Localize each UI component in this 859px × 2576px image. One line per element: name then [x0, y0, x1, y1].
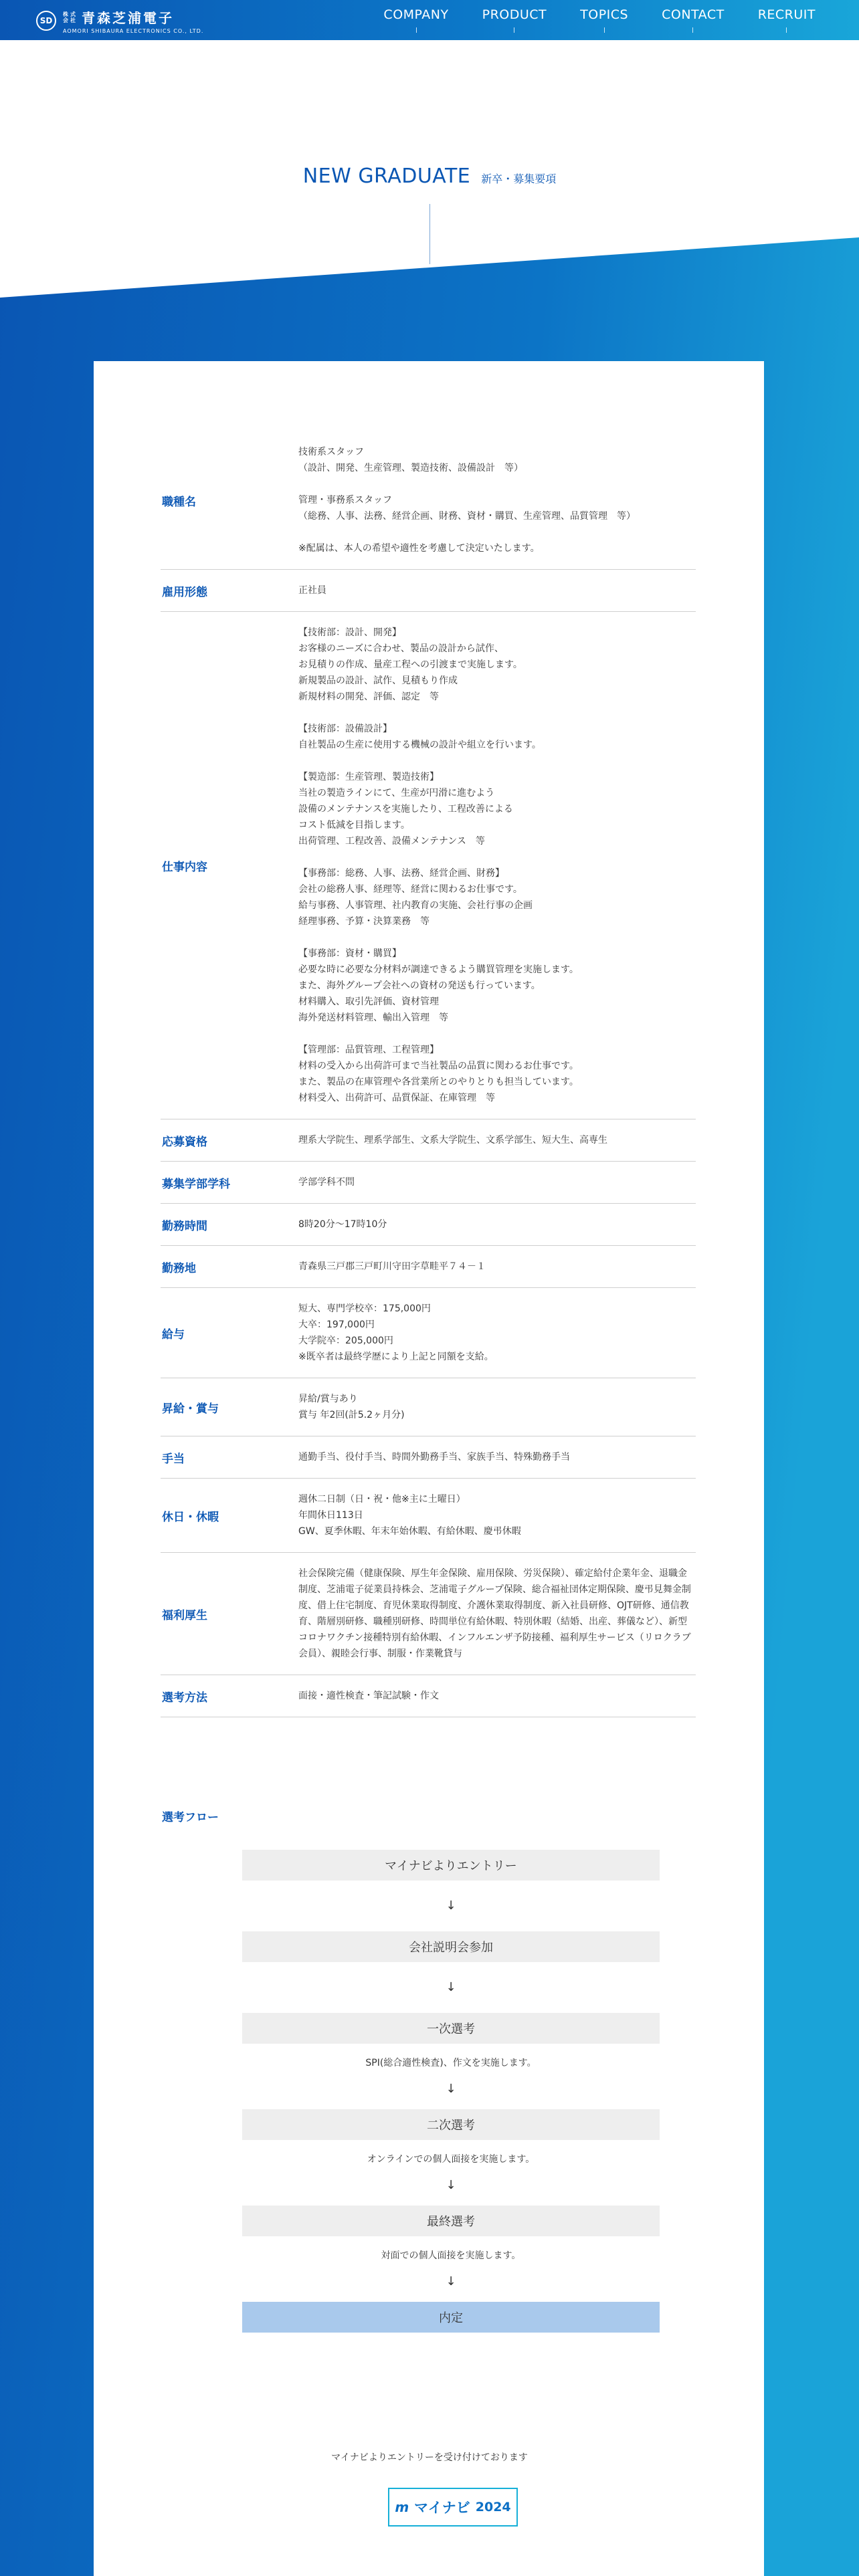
row-value: 技術系スタッフ （設計、開発、生産管理、製造技術、設備設計 等） 管理・事務系スタッフ （総務、人事、法務、経営企画、財務、資材・購買、生産管理、品質管理 等） ※配属は、本人の希望や適性を考慮して決定いたします。 — [298, 447, 636, 554]
row-value: 学部学科不問 — [298, 1177, 355, 1188]
row-value: 青森県三戸郡三戸町川守田字草畦平７４－１ — [298, 1261, 486, 1272]
row-label: 募集学部学科 — [162, 1177, 230, 1191]
down-arrow-icon: ↓ — [446, 1899, 456, 1913]
page-title — [0, 165, 859, 188]
table-row — [161, 1288, 696, 1378]
company-logo[interactable] — [36, 6, 203, 35]
row-label: 福利厚生 — [162, 1608, 207, 1622]
table-row — [161, 1119, 696, 1162]
mynavi-label: マイナビ — [414, 2500, 470, 2516]
mynavi-logo-icon: m — [395, 2499, 409, 2515]
table-row — [161, 1162, 696, 1204]
main-nav — [367, 0, 832, 40]
table-row — [161, 1675, 696, 1717]
table-row — [161, 612, 696, 1119]
row-label: 休日・休暇 — [162, 1510, 219, 1524]
row-label: 手当 — [162, 1452, 185, 1466]
table-row — [161, 1378, 696, 1436]
table-row — [161, 1479, 696, 1553]
table-row — [161, 1246, 696, 1288]
nav-divider-icon — [416, 27, 417, 33]
nav-contact-label: CONTACT — [662, 7, 725, 22]
row-value: 社会保険完備（健康保険、厚生年金保険、雇用保険、労災保険）、確定給付企業年金、退職金制度、芝浦電子従業員持株会、芝浦電子グループ保険、総合福祉団体定期保険、慶弔見舞金制度、借上住宅制度、育児休業取得制度、介護休業取得制度、新入社員研修、OJT研修、通信教育、階層別研修、職種別研修、時間単位有給休暇、特別休暇（結婚、出産、葬儀など）、新型コロナワクチン接種特別有給休暇、インフルエンザ予防接種、福利厚生サービス（リロクラブ会員）、親睦会行事、制服・作業靴貸与 — [298, 1568, 691, 1659]
row-label: 雇用形態 — [162, 585, 207, 599]
row-label: 選考方法 — [162, 1691, 207, 1705]
flow-step-entry: マイナビよりエントリー — [242, 1850, 660, 1881]
logo-text — [63, 7, 203, 34]
down-arrow-icon: ↓ — [446, 2274, 456, 2288]
flow-step-final-selection: 最終選考 — [242, 2206, 660, 2236]
selection-flow-title: 選考フロー — [162, 1811, 219, 1824]
flow-step-briefing: 会社説明会参加 — [242, 1931, 660, 1962]
row-label: 応募資格 — [162, 1135, 207, 1149]
table-row — [161, 1204, 696, 1246]
flow-step-description: 対面での個人面接を実施します。 — [381, 2250, 521, 2261]
flow-step-second-selection: 二次選考 — [242, 2109, 660, 2140]
row-value: 8時20分〜17時10分 — [298, 1219, 387, 1230]
nav-company[interactable] — [367, 0, 465, 40]
row-value: 正社員 — [298, 585, 326, 596]
row-label: 昇給・賞与 — [162, 1402, 219, 1416]
flow-step-description: オンラインでの個人面接を実施します。 — [367, 2154, 535, 2165]
nav-product[interactable] — [466, 0, 564, 40]
table-row — [161, 1436, 696, 1479]
table-row — [161, 431, 696, 570]
site-header — [0, 0, 859, 40]
row-value: 昇給/賞与あり 賞与 年2回(計5.2ヶ月分) — [298, 1394, 405, 1420]
page-title-en: NEW GRADUATE — [302, 165, 471, 188]
row-value: 理系大学院生、理系学部生、文系大学院生、文系学部生、短大生、高専生 — [298, 1135, 607, 1146]
selection-flow — [242, 1850, 660, 2333]
page-title-jp: 新卒・募集要項 — [481, 173, 557, 185]
table-row — [161, 1553, 696, 1675]
row-label: 勤務時間 — [162, 1219, 207, 1233]
nav-divider-icon — [786, 27, 787, 33]
nav-contact[interactable] — [645, 0, 741, 40]
nav-product-label: PRODUCT — [482, 7, 547, 22]
down-arrow-icon: ↓ — [446, 2178, 456, 2192]
logo-small-1: 株式 — [63, 11, 78, 17]
mynavi-year: 2024 — [475, 2500, 511, 2514]
mynavi-entry-button[interactable] — [388, 2488, 518, 2527]
down-arrow-icon: ↓ — [446, 2082, 456, 2096]
nav-topics[interactable] — [563, 0, 645, 40]
logo-jp-name: 青森芝浦電子 — [82, 10, 174, 26]
requirements-table — [161, 431, 696, 1717]
row-label: 給与 — [162, 1327, 185, 1341]
nav-divider-icon — [604, 27, 605, 33]
logo-small-2: 会社 — [63, 17, 78, 23]
flow-step-first-selection: 一次選考 — [242, 2013, 660, 2044]
row-label: 仕事内容 — [162, 860, 207, 874]
row-value: 通勤手当、役付手当、時間外勤務手当、家族手当、特殊勤務手当 — [298, 1452, 570, 1463]
row-value: 面接・適性検査・筆記試験・作文 — [298, 1691, 439, 1701]
down-arrow-icon: ↓ — [446, 1980, 456, 1994]
entry-notice: マイナビよりエントリーを受け付けております — [331, 2452, 528, 2463]
nav-company-label: COMPANY — [383, 7, 449, 22]
flow-step-offer: 内定 — [242, 2302, 660, 2333]
logo-mark-icon: SD — [36, 11, 56, 31]
table-row — [161, 570, 696, 612]
nav-recruit-label: RECRUIT — [757, 7, 816, 22]
row-label: 職種名 — [162, 495, 196, 509]
row-value: 【技術部：設計、開発】 お客様のニーズに合わせ、製品の設計から試作、 お見積りの作成、量産工程への引渡まで実施します。 新規製品の設計、試作、見積もり作成 新規材料の開発、評価、認定 等 【技術部：設備設計】 自社製品の生産に使用する機械の設計や組立を行います。 【製造部：生産管理、製造技術】 当社の製造ラインにて、生産が円滑に進むよう 設備のメンテナンスを実施したり、工程改善による コスト低減を目指します。 出荷管理、工程改善、設備メンテナンス 等 【事務部：総務、人事、法務、経営企画、財務】 会社の総務人事、経理等、経営に関わるお仕事です。 給与事務、人事管理、社内教育の実施、会社行事の企画 経理事務、予算・決算業務 等 【事務部：資材・購買】 必要な時に必要な分材料が調達できるよう購買管理を実施します。 また、海外グループ会社への資材の発送も行っています。 材料購入、取引先評価、資材管理 海外発送材料管理、輸出入管理 等 【管理部：品質管理、工程管理】 材料の受入から出荷許可まで当社製品の品質に関わるお仕事です。 また、製品の在庫管理や各営業所とのやりとりも担当しています。 材料受入、出荷許可、品質保証、在庫管理 等 — [298, 627, 579, 1103]
nav-topics-label: TOPICS — [580, 7, 629, 22]
row-label: 勤務地 — [162, 1261, 196, 1275]
row-value: 短大、専門学校卒：175,000円 大卒：197,000円 大学院卒：205,000円 ※既卒者は最終学歴により上記と同額を支給。 — [298, 1303, 494, 1362]
logo-en-name: AOMORI SHIBAURA ELECTRONICS CO., LTD. — [63, 28, 204, 34]
row-value: 週休二日制（日・祝・他※主に土曜日） 年間休日113日 GW、夏季休暇、年末年始休暇、有給休暇、慶弔休暇 — [298, 1494, 521, 1537]
nav-recruit[interactable] — [741, 0, 832, 40]
nav-divider-icon — [692, 27, 693, 33]
flow-step-description: SPI(総合適性検査)、作文を実施します。 — [365, 2058, 537, 2068]
